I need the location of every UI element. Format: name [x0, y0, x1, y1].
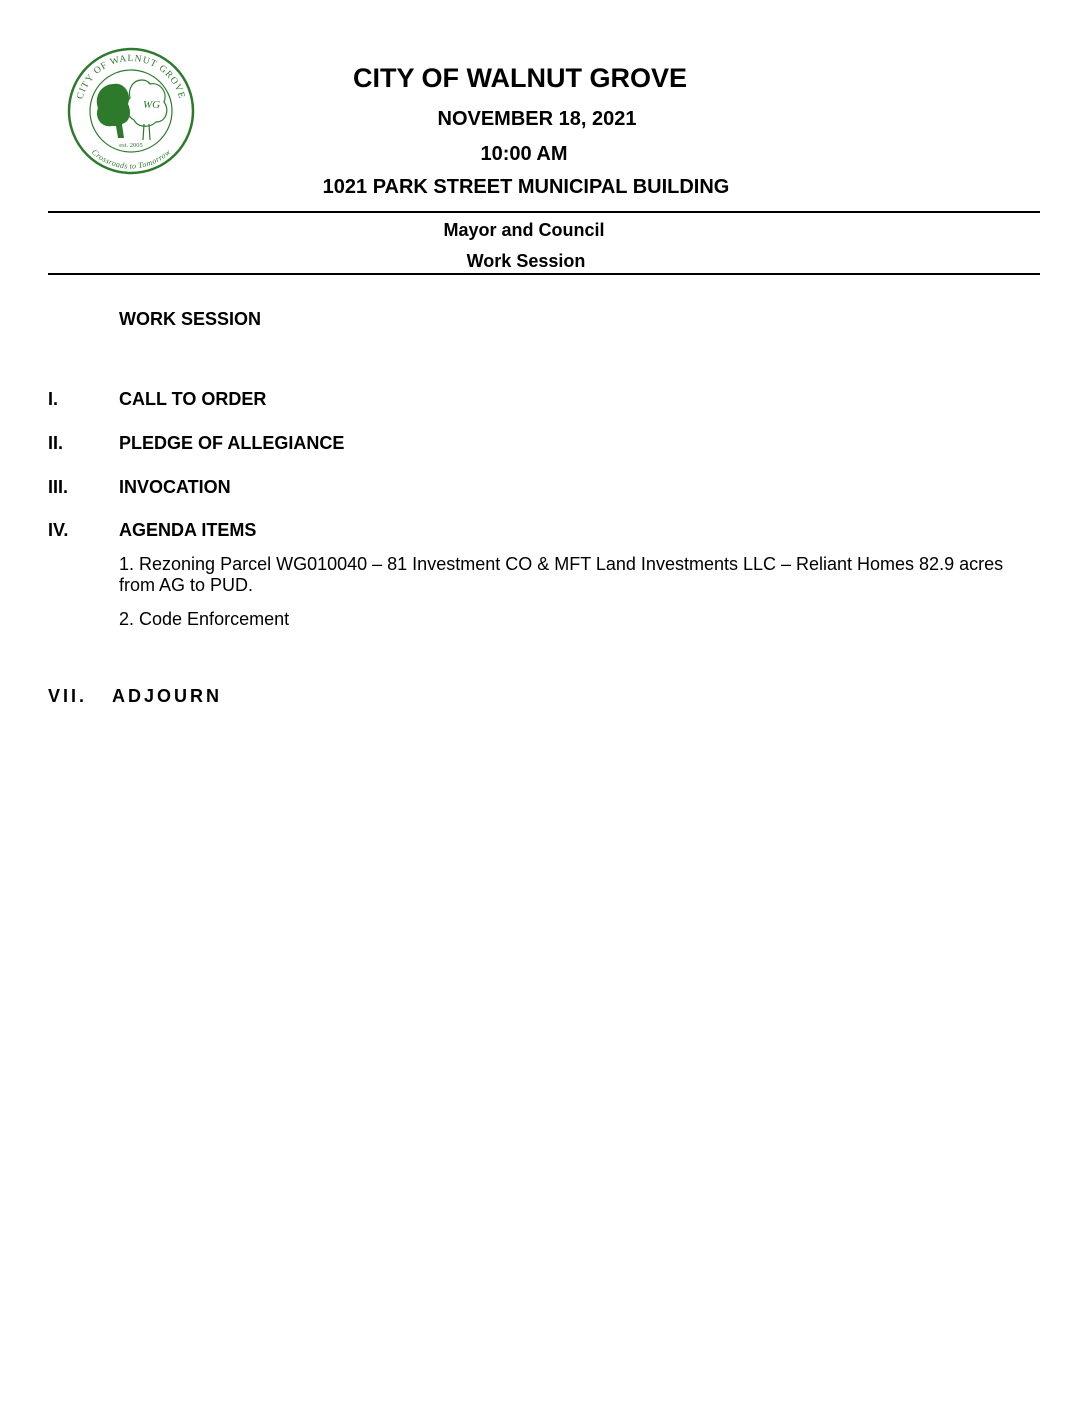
agenda-title: AGENDA ITEMS: [119, 520, 257, 540]
seal-motto: Crossroads to Tomorrow: [89, 147, 173, 171]
agenda-title: ADJOURN: [112, 686, 223, 706]
agenda-item-rezoning: 1. Rezoning Parcel WG010040 – 81 Investment CO & MFT Land Investments LLC – Reliant Homes 82.9 acres from AG to PUD.: [119, 554, 1004, 595]
agenda-number: VII.: [48, 686, 88, 706]
seal-ring-text: CITY OF WALNUT GROVE: [75, 53, 187, 101]
agenda-title: PLEDGE OF ALLEGIANCE: [119, 433, 345, 453]
meeting-type: Work Session: [466, 251, 586, 271]
agenda-title: INVOCATION: [119, 477, 231, 497]
agenda-number: II.: [48, 433, 64, 453]
seal-established: est. 2005: [119, 142, 143, 149]
meeting-time: 10:00 AM: [480, 143, 568, 165]
agenda-title: CALL TO ORDER: [119, 389, 267, 409]
page-title: CITY OF WALNUT GROVE: [352, 63, 687, 93]
agenda-number: IV.: [48, 520, 69, 540]
seal-monogram: WG: [143, 99, 161, 111]
agenda-number: I.: [48, 389, 59, 409]
agenda-number: III.: [48, 477, 69, 497]
header-divider-top: [48, 211, 1040, 213]
header-divider-bottom: [48, 273, 1040, 275]
agenda-item-code-enforcement: 2. Code Enforcement: [119, 609, 290, 629]
meeting-location: 1021 PARK STREET MUNICIPAL BUILDING: [322, 176, 730, 198]
meeting-date: NOVEMBER 18, 2021: [437, 108, 637, 130]
meeting-body: Mayor and Council: [443, 220, 605, 240]
section-label: WORK SESSION: [119, 309, 262, 329]
